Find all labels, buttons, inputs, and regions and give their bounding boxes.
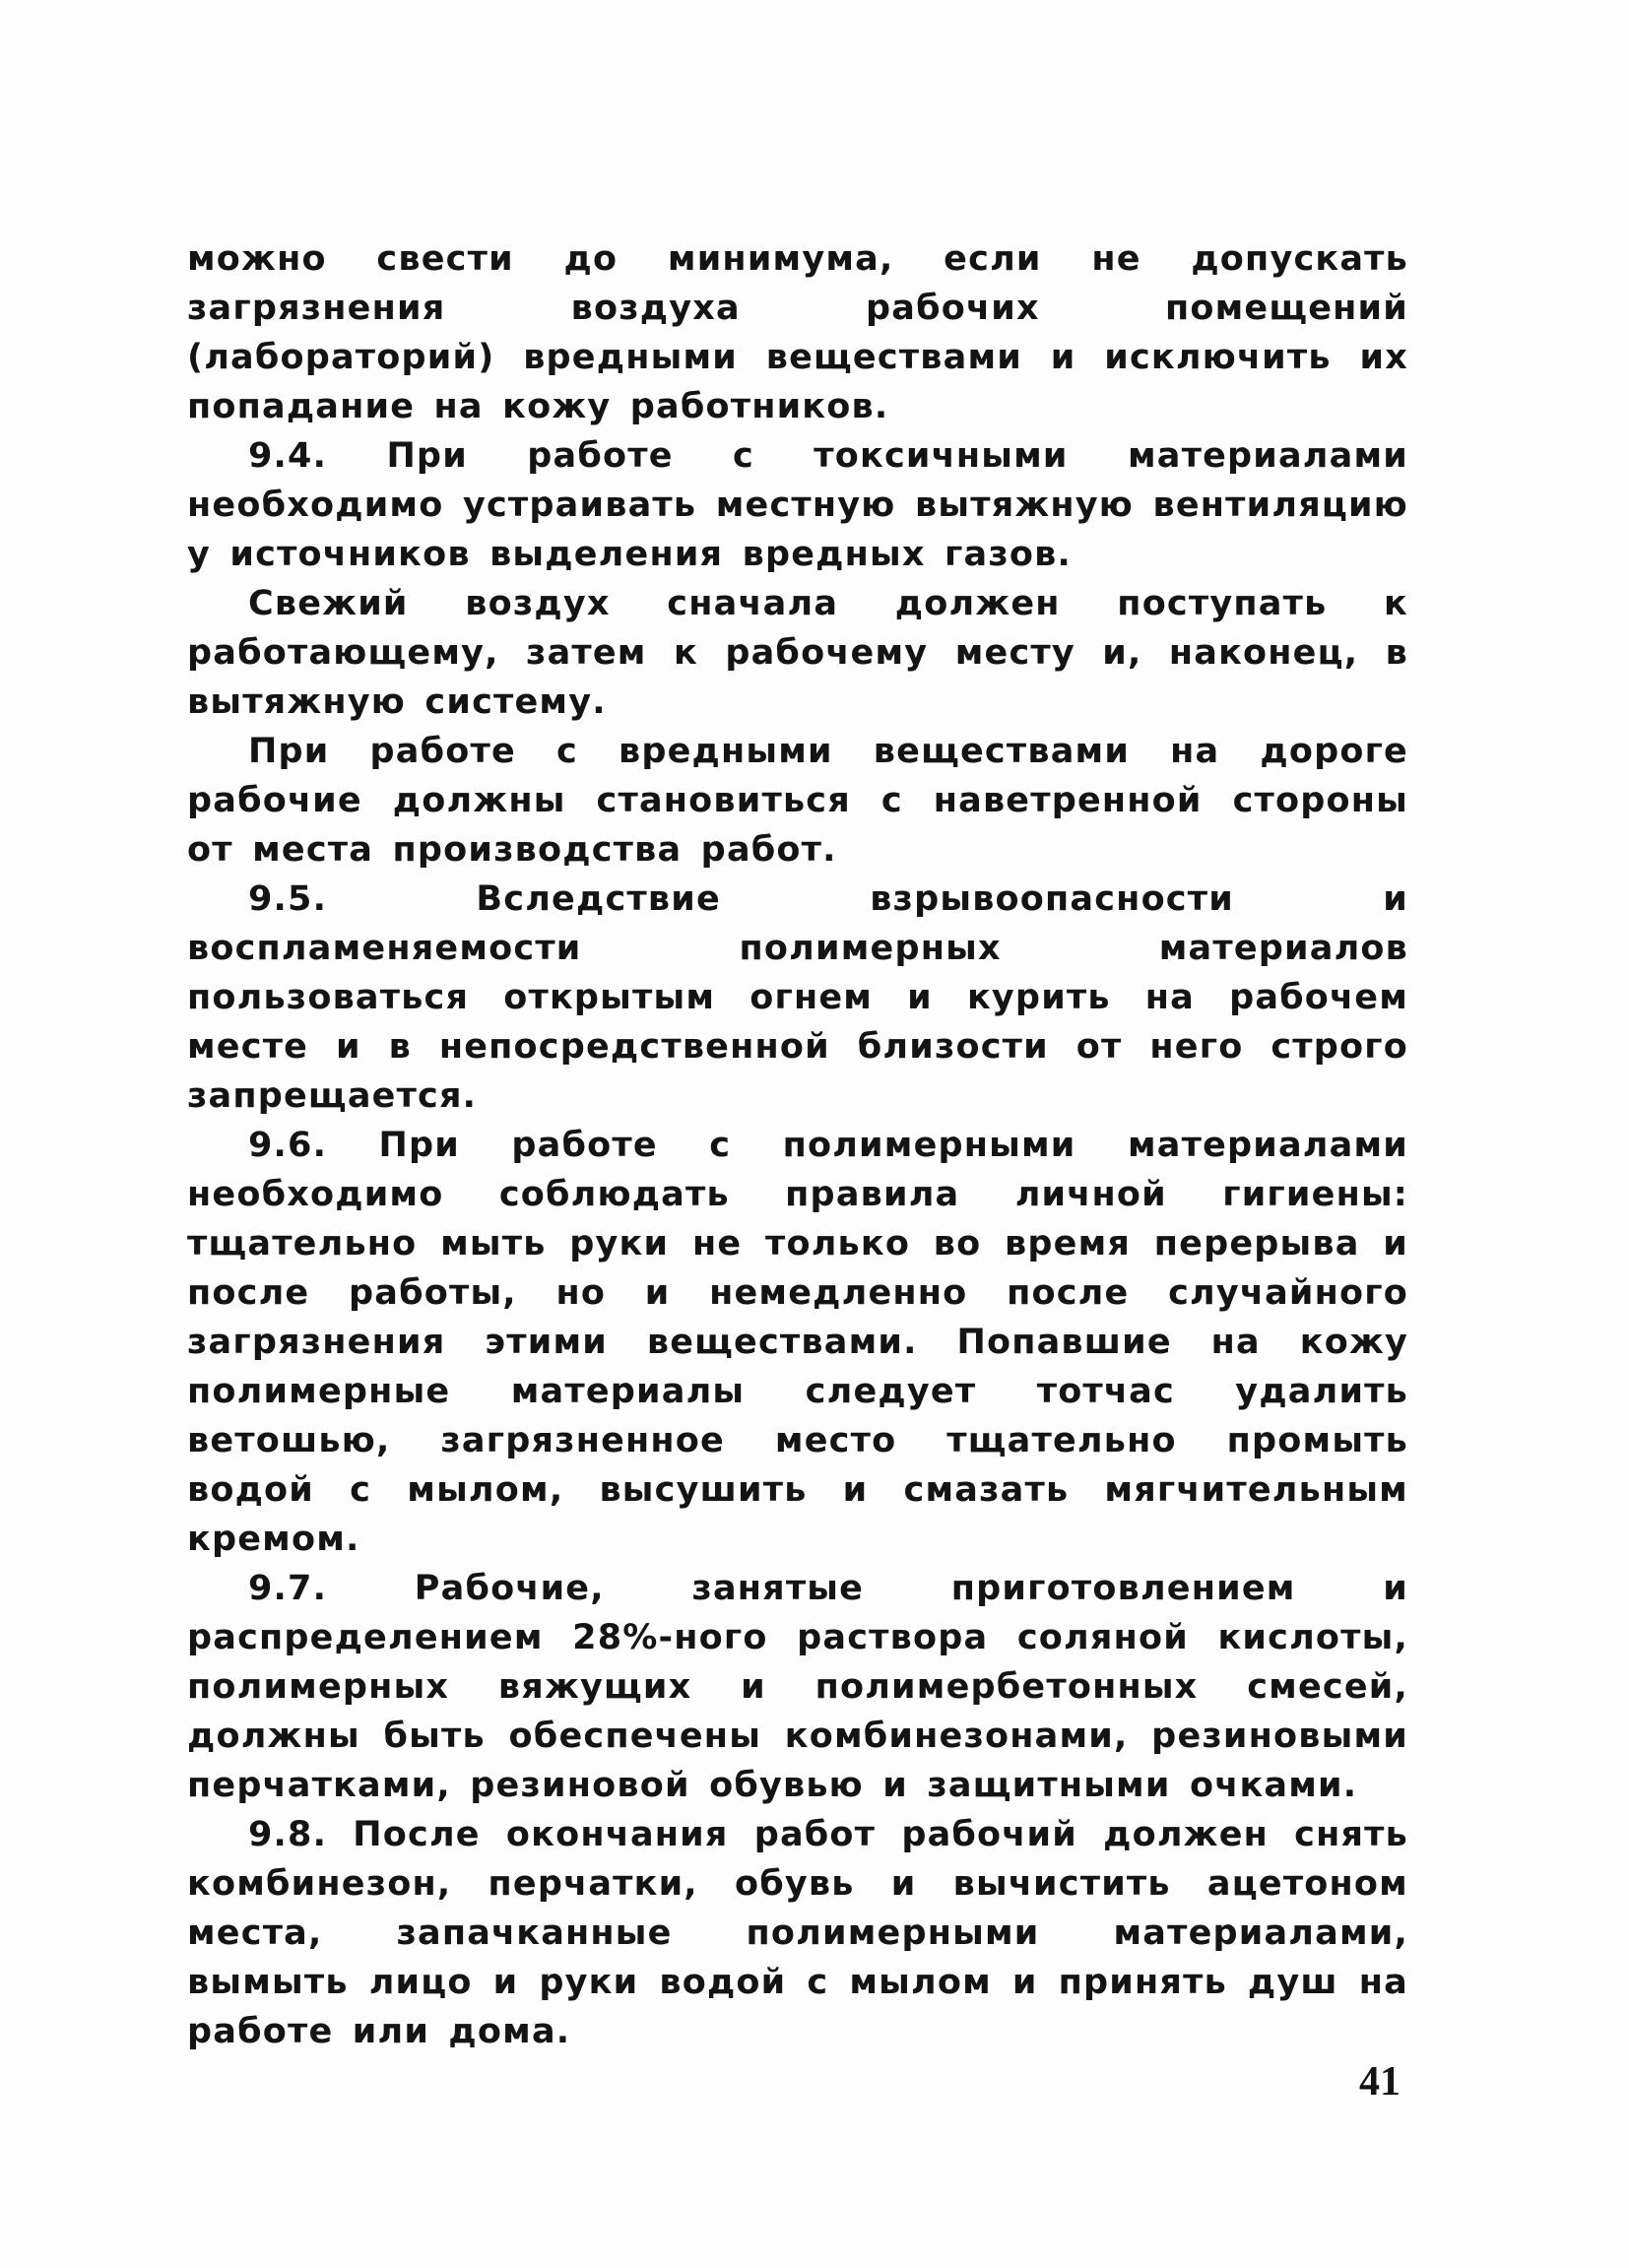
paragraph-9-5: 9.5. Вследствие взрывоопасности и воспламеняемости полимерных материалов пользоваться открытым огнем и курить на рабочем месте и в непосредственной близости от него строго запрещается. <box>187 879 1408 1116</box>
paragraph-fresh-air: Свежий воздух сначала должен поступать к работающему, затем к рабочему месту и, наконец, в вытяжную систему. <box>187 584 1408 722</box>
page-number: 41 <box>1359 2059 1401 2105</box>
paragraph-9-7: 9.7. Рабочие, занятые приготовлением и распределением 28%-ного раствора соляной кислоты, полимерных вяжущих и полимербетонных смесей, должны быть обеспечены комбинезонами, резиновыми перчатками, резиновой обувью и защитными очками. <box>187 1569 1408 1805</box>
paragraph-9-8: 9.8. После окончания работ рабочий должен снять комбинезон, перчатки, обувь и вычистить ацетоном места, запачканные полимерными материалами, вымыть лицо и руки водой с мылом и принять душ на работе или дома. <box>187 1815 1408 2051</box>
paragraph-9-6: 9.6. При работе с полимерными материалами необходимо соблюдать правила личной гигиены: тщательно мыть руки не только во время перерыва и после работы, но и немедленно после случайного загрязнения этими веществами. Попавшие на кожу полимерные материалы следует тотчас удалить ветошью, загрязненное место тщательно промыть водой с мылом, высушить и смазать мягчительным кремом. <box>187 1126 1408 1559</box>
paragraph-continuation: можно свести до минимума, если не допускать загрязнения воздуха рабочих помещений (лабораторий) вредными веществами и исключить их попадание на кожу работников. <box>187 239 1408 426</box>
paragraph-9-4: 9.4. При работе с токсичными материалами необходимо устраивать местную вытяжную вентиляцию у источников выделения вредных газов. <box>187 436 1408 574</box>
body-text <box>187 234 1408 2056</box>
paragraph-road-work: При работе с вредными веществами на дороге рабочие должны становиться с наветренной стороны от места производства работ. <box>187 732 1408 870</box>
